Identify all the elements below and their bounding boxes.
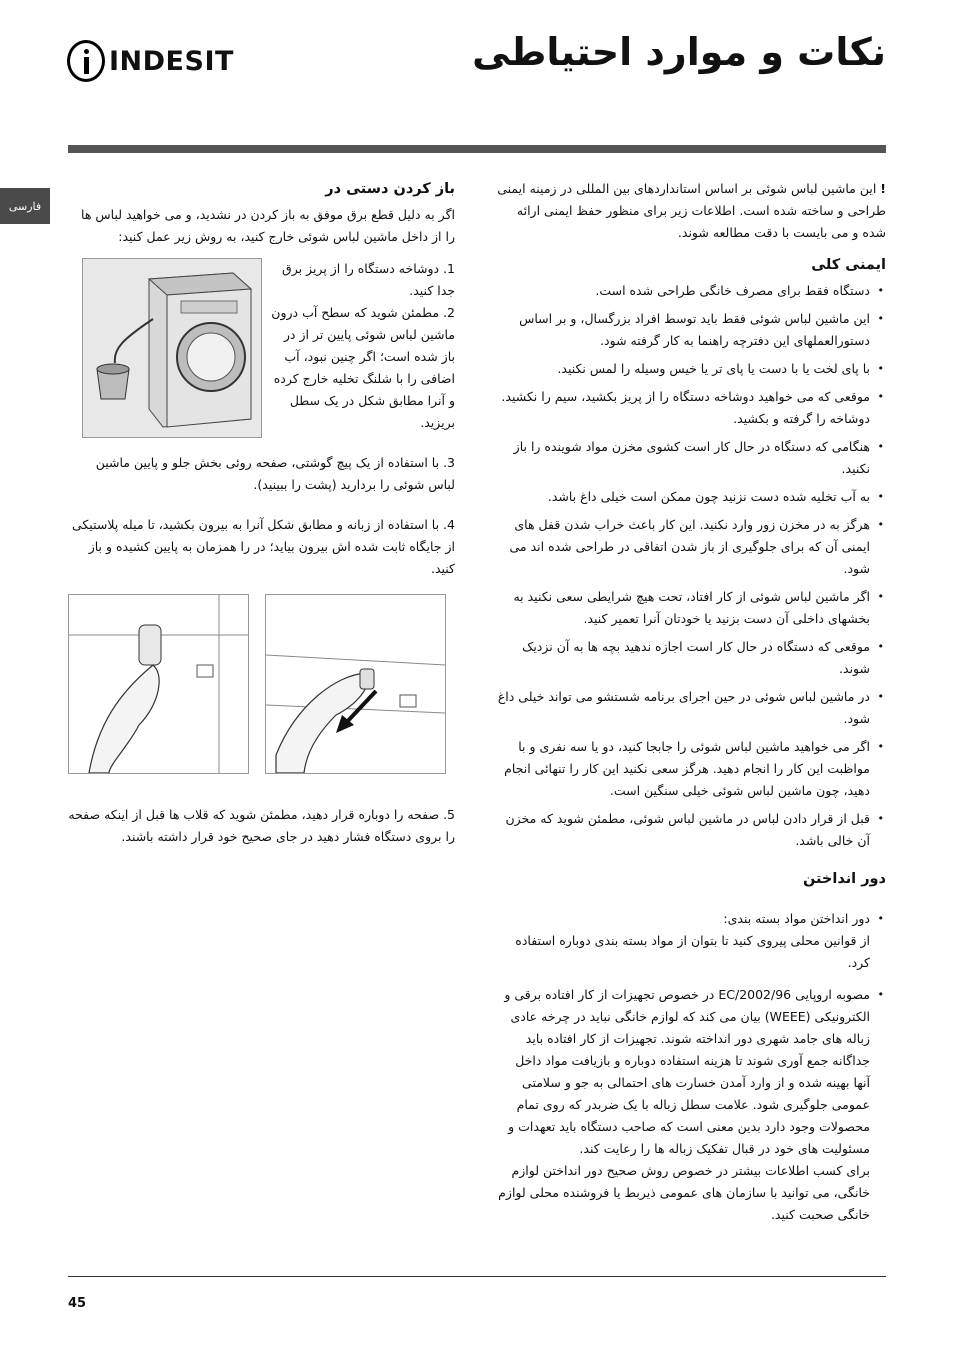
section-title-door: باز کردن دستی در [325,181,455,197]
list-item: • موقعی که دستگاه در حال کار است اجازه ندهید بچه ها به آن نزدیک شوند. [497,636,886,680]
list-item: • در ماشین لباس شوئی در حین اجرای برنامه شستشو می تواند خیلی داغ شود. [497,686,886,730]
section-title-safety: ایمنی کلی [811,257,886,273]
list-item: • این ماشین لباس شوئی فقط باید توسط افراد بزرگسال، و بر اساس دستورالعملهای این دفترچه راهنما به کار گرفته شود. [497,308,886,352]
list-item: • اگر می خواهید ماشین لباس شوئی را جابجا کنید، دو یا سه نفری و با مواظبت این کار را انجام دهید. هرگز سعی نکنید این کار را تنهائی انجام دهید، چون ماشین لباس شوئی خیلی سنگین است. [497,736,886,802]
list-item: • به آب تخلیه شده دست نزنید چون ممکن است خیلی داغ باشد. [497,486,886,508]
page-title: نکات و موارد احتیاطی [472,30,886,74]
steps-1-2-text [270,258,455,438]
intro-text: این ماشین لباس شوئی بر اساس استانداردهای بین المللی در زمینه ایمنی طراحی و ساخته شده است. اطلاعات زیر برای منظور حفظ ایمنی ارائه شده و می بایست با دقت مطالعه شوند. [497,181,886,240]
list-item [497,908,886,974]
list-item [497,984,886,1226]
step-1: 1. دوشاخه دستگاه را از پریز برق جدا کنید. [282,261,455,298]
washer-drain-illustration [82,258,262,438]
title-divider [68,145,886,153]
footer-divider [68,1276,886,1277]
list-item: • قبل از قرار دادن لباس در ماشین لباس شوئی، مطمئن شوید که مخزن آن خالی باشد. [497,808,886,852]
step-2: 2. مطمئن شوید که سطح آب درون ماشین لباس شوئی پایین تر از در باز شده است؛ اگر چنین نبود، آب اضافی را با شلنگ تخلیه خارج کرده و آنرا مطابق شکل در یک سطل بریزید. [271,305,455,430]
disposal-packaging-label: • دور انداختن مواد بسته بندی: [723,911,870,926]
step-4: 4. با استفاده از زبانه و مطابق شکل آنرا به بیرون بکشید، تا میله پلاستیکی از جایگاه ثابت شده اش بیرون بیاید؛ در را همزمان به پایین کشیده و باز کنید. [71,517,455,576]
washing-machine-illustration [83,259,261,437]
panel-tab-illustration [68,594,249,774]
list-item: • موقعی که می خواهید دوشاخه دستگاه را از پریز بکشید، سیم را نکشید. دوشاخه را گرفته و بکشید. [497,386,886,430]
illustration-pair [68,594,455,774]
door-release-illustration [265,594,446,774]
intro-paragraph [497,178,886,244]
indesit-logo-icon [67,40,105,82]
hand-pulling-tab-illustration [69,595,248,773]
step-3: 3. با استفاده از یک پیچ گوشتی، صفحه روئی بخش جلو و پایین ماشین لباس شوئی را بردارید (پشت را ببینید). [95,455,455,492]
disposal-packaging-detail: از قوانین محلی پیروی کنید تا بتوان از مواد بسته بندی دوباره استفاده کرد. [515,933,870,970]
weee-text: • مصوبه اروپایی 2002/96/EC در خصوص تجهیزات از کار افتاده برقی و الکترونیکی (WEEE) بیان می کند که لوازم خانگی نباید در چرخه عادی زباله های جامد شهری دور انداخته شوند. تجهیزات از کار افتاده باید جداگانه جمع آوری شوند تا هزینه استفاده دوباره و بازیافت مواد داخل آنها بهینه شده و از وارد آمدن خسارت های احتمالی به جو و سلامتی عمومی جلوگیری شود. علامت سطل زباله با یک ضربدر که روی تمام محصولات وجود دارد بدین معنی است که صاحب دستگاه باید تعهدات و مسئولیت های خود در قبال تفکیک زباله ها را رعایت کند. [504,987,870,1156]
left-column [68,178,455,848]
weee-more-info: برای کسب اطلاعات بیشتر در خصوص روش صحیح دور انداختن لوازم خانگی، می توانید با سازمان های عمومی ذیربط یا فروشنده محلی لوازم خانگی صحبت کنید. [498,1163,870,1222]
door-intro: اگر به دلیل قطع برق موفق به باز کردن در نشدید، و می خواهید لباس ها را از داخل ماشین لباس شوئی خارج کنید، به روش زیر عمل کنید: [81,207,455,244]
list-item: • دستگاه فقط برای مصرف خانگی طراحی شده است. [497,280,886,302]
list-item: • هنگامی که دستگاه در حال کار است کشوی مخزن مواد شوینده را باز نکنید. [497,436,886,480]
page-number: 45 [68,1296,87,1311]
brand-name: INDESIT [109,45,234,77]
language-tab: فارسی [0,188,50,224]
disposal-list [497,908,886,1226]
brand-logo [67,40,234,82]
list-item: • با پای لخت یا با دست یا پای تر یا خیس وسیله را لمس نکنید. [497,358,886,380]
warning-mark: ! [880,181,886,196]
right-column [497,178,886,1232]
safety-list [497,280,886,852]
step-5: 5. صفحه را دوباره قرار دهید، مطمئن شوید که قلاب ها قبل از اینکه صفحه را بروی دستگاه فشار دهید در جای صحیح خود قرار داشته باشند. [68,807,455,844]
list-item: • اگر ماشین لباس شوئی از کار افتاد، تحت هیچ شرایطی سعی نکنید به بخشهای داخلی آن دست بزنید یا خودتان آنرا تعمیر کنید. [497,586,886,630]
hand-opening-door-illustration [266,595,445,773]
steps-1-2-row [68,258,455,438]
section-title-disposal: دور انداختن [802,871,886,887]
list-item: • هرگز به در مخزن زور وارد نکنید. این کار باعث خراب شدن قفل های ایمنی آن که برای جلوگیری از باز شدن اتفاقی در طراحی شده اند می شود. [497,514,886,580]
